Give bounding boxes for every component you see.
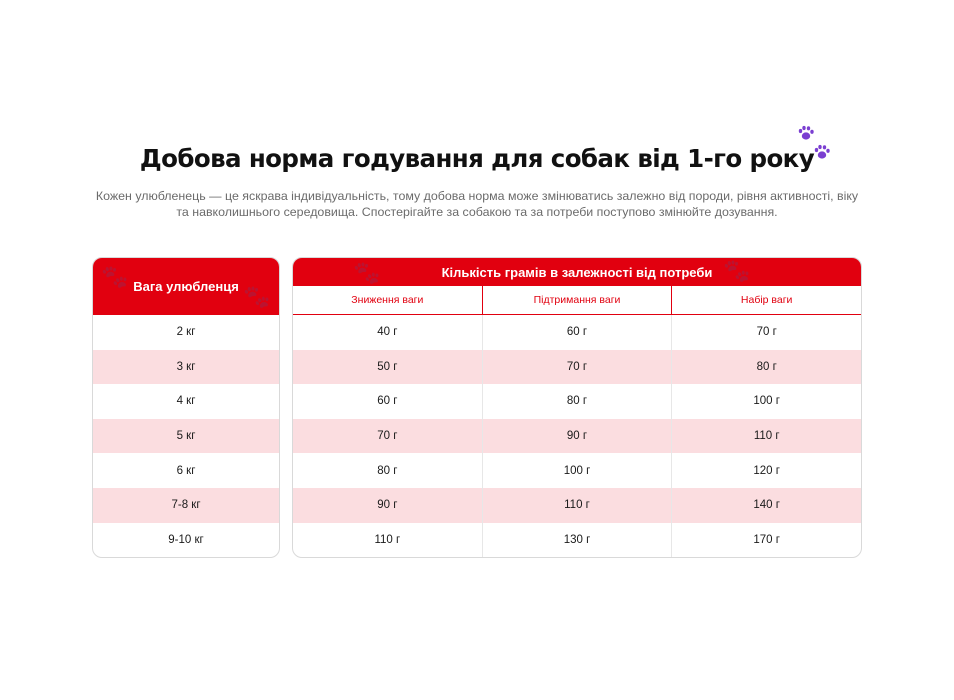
table-row	[93, 419, 279, 454]
paw-prints-icon	[794, 124, 836, 166]
column-header-weight-loss: Зниження ваги	[293, 286, 483, 314]
paw-pattern-icon: 🐾	[243, 284, 271, 309]
table-row	[293, 419, 861, 454]
page-title: Добова норма годування для собак від 1-го року	[139, 144, 815, 173]
weight-gain-cell: 100 г	[753, 395, 780, 408]
table-row	[293, 315, 861, 350]
page-subtitle: Кожен улюбленець — це яскрава індивідуальність, тому добова норма може змінюватись залежно від породи, рівня активності, віку та навколишнього середовища. Спостерігайте за собакою та за потреби поступово змінюйте дозування.	[95, 189, 859, 219]
weight-gain-cell: 70 г	[756, 326, 777, 339]
table-row	[93, 453, 279, 488]
grams-header	[293, 258, 861, 286]
pet-weight-table	[92, 257, 280, 558]
weight-loss-cell: 50 г	[293, 350, 483, 385]
weight-maintenance-cell: 60 г	[483, 315, 673, 350]
pet-weight-cell: 9-10 кг	[168, 533, 204, 546]
paw-pattern-icon: 🐾	[101, 264, 129, 289]
paw-pattern-icon: 🐾	[723, 258, 751, 283]
weight-maintenance-cell: 100 г	[483, 453, 673, 488]
weight-gain-cell: 140 г	[753, 499, 780, 512]
pet-weight-cell: 3 кг	[176, 360, 196, 373]
weight-loss-cell: 40 г	[293, 315, 483, 350]
weight-maintenance-cell: 110 г	[483, 488, 673, 523]
grams-column-headers	[293, 286, 861, 315]
table-row	[93, 488, 279, 523]
weight-gain-cell: 170 г	[753, 533, 780, 546]
weight-gain-cell: 120 г	[753, 464, 780, 477]
weight-loss-cell: 110 г	[293, 523, 483, 558]
table-row	[93, 315, 279, 350]
grams-table	[292, 257, 862, 558]
pet-weight-header-label: Вага улюбленця	[133, 279, 239, 294]
table-row	[293, 523, 861, 558]
pet-weight-cell: 2 кг	[176, 326, 196, 339]
grams-rows	[293, 315, 861, 557]
pet-weight-header	[93, 258, 279, 315]
weight-maintenance-cell: 80 г	[483, 384, 673, 419]
paw-pattern-icon: 🐾	[353, 260, 381, 285]
table-row	[93, 384, 279, 419]
table-row	[293, 453, 861, 488]
weight-gain-cell: 80 г	[756, 360, 777, 373]
weight-maintenance-cell: 70 г	[483, 350, 673, 385]
table-row	[293, 488, 861, 523]
weight-gain-cell: 110 г	[753, 430, 780, 443]
pet-weight-cell: 6 кг	[176, 464, 196, 477]
weight-maintenance-cell: 130 г	[483, 523, 673, 558]
table-row	[293, 384, 861, 419]
column-header-weight-maintenance: Підтримання ваги	[483, 286, 673, 314]
pet-weight-cell: 4 кг	[176, 395, 196, 408]
pet-weight-rows	[93, 315, 279, 557]
pet-weight-cell: 7-8 кг	[171, 499, 201, 512]
pet-weight-cell: 5 кг	[176, 430, 196, 443]
weight-loss-cell: 80 г	[293, 453, 483, 488]
table-row	[93, 350, 279, 385]
weight-loss-cell: 60 г	[293, 384, 483, 419]
table-row	[93, 523, 279, 558]
grams-header-label: Кількість грамів в залежності від потреби	[441, 264, 713, 280]
weight-maintenance-cell: 90 г	[483, 419, 673, 454]
weight-loss-cell: 70 г	[293, 419, 483, 454]
weight-loss-cell: 90 г	[293, 488, 483, 523]
table-row	[293, 350, 861, 385]
column-header-weight-gain: Набір ваги	[740, 294, 793, 306]
